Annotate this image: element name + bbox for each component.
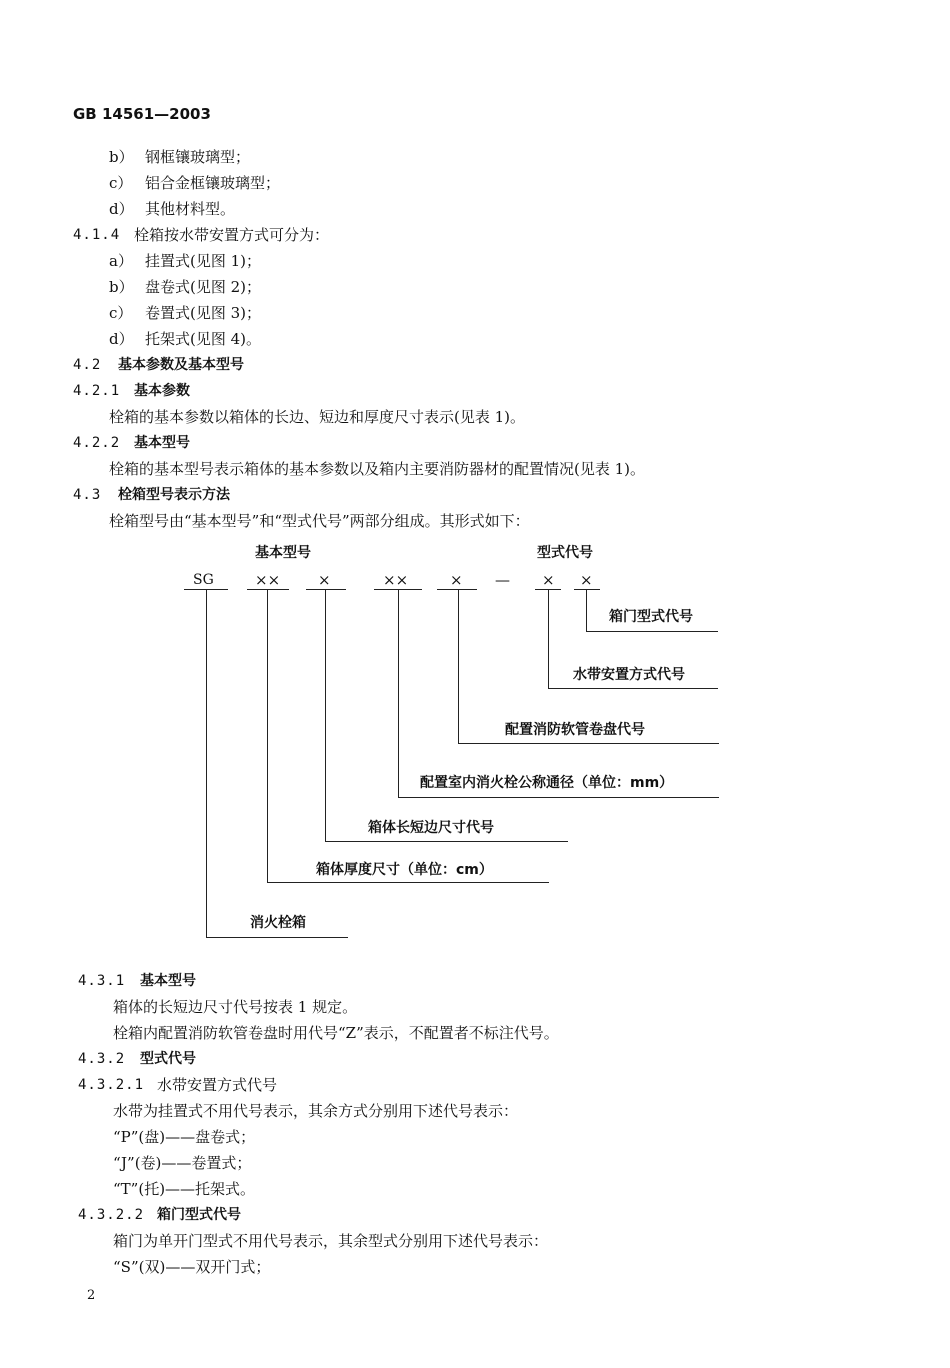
label-line — [548, 688, 718, 689]
code-underline — [306, 589, 346, 590]
document-id: GB 14561—2003 — [73, 105, 211, 123]
leader-line — [458, 589, 459, 743]
list-item-mark: b） — [109, 148, 134, 166]
code-underline — [437, 589, 477, 590]
paragraph: 栓箱内配置消防软管卷盘时用代号“Z”表示，不配置者不标注代号。 — [113, 1024, 559, 1042]
section-title: 箱门型式代号 — [157, 1207, 241, 1223]
page-number: 2 — [87, 1288, 96, 1303]
paragraph: 栓箱的基本型号表示箱体的基本参数以及箱内主要消防器材的配置情况(见表 1)。 — [109, 460, 646, 478]
label-hydrant-box: 消火栓箱 — [250, 915, 306, 931]
section-number: 4.2.2 — [73, 435, 121, 451]
list-item-mark: b） — [109, 278, 134, 296]
leader-line — [586, 589, 587, 631]
label-hydrant-diameter: 配置室内消火栓公称通径（单位：mm） — [420, 775, 674, 791]
section-text: 栓箱按水带安置方式可分为： — [134, 226, 330, 244]
code-size: × — [318, 571, 331, 589]
code-hydrant: ×× — [383, 571, 409, 589]
label-hose-reel: 配置消防软管卷盘代号 — [505, 722, 645, 738]
section-title: 型式代号 — [140, 1051, 196, 1067]
label-line — [586, 631, 718, 632]
paragraph: “S”(双)——双开门式； — [113, 1258, 271, 1276]
list-item: 铝合金框镶玻璃型； — [145, 174, 281, 192]
code-thickness: ×× — [255, 571, 281, 589]
list-item-mark: d） — [109, 330, 134, 348]
label-line — [325, 841, 568, 842]
code-reel: × — [450, 571, 463, 589]
section-number: 4.3 — [73, 487, 102, 503]
paragraph: 箱体的长短边尺寸代号按表 1 规定。 — [113, 998, 358, 1016]
list-item: 卷置式(见图 3)； — [145, 304, 262, 322]
paragraph: 栓箱的基本参数以箱体的长边、短边和厚度尺寸表示(见表 1)。 — [109, 408, 526, 426]
type-code-title: 型式代号 — [537, 545, 593, 561]
leader-line — [325, 589, 326, 841]
basic-model-title: 基本型号 — [255, 545, 311, 561]
list-item-mark: c） — [109, 304, 133, 322]
list-item: 盘卷式(见图 2)； — [145, 278, 262, 296]
section-number: 4.2 — [73, 357, 102, 373]
leader-line — [267, 589, 268, 882]
section-number: 4.3.2.1 — [78, 1077, 145, 1093]
code-underline — [247, 589, 289, 590]
section-title: 基本参数及基本型号 — [118, 357, 244, 373]
section-title: 基本型号 — [134, 435, 190, 451]
paragraph: 栓箱型号由“基本型号”和“型式代号”两部分组成。其形式如下： — [109, 512, 530, 530]
label-line — [206, 937, 348, 938]
label-line — [267, 882, 549, 883]
list-item-mark: a） — [109, 252, 133, 270]
section-number: 4.3.2.2 — [78, 1207, 145, 1223]
paragraph: “T”(托)——托架式。 — [113, 1180, 256, 1198]
section-title: 水带安置方式代号 — [157, 1076, 278, 1094]
code-door: × — [580, 571, 593, 589]
paragraph: “P”(盘)——盘卷式； — [113, 1128, 256, 1146]
code-dash: — — [495, 571, 510, 589]
label-box-size: 箱体长短边尺寸代号 — [368, 820, 494, 836]
list-item: 托架式(见图 4)。 — [145, 330, 262, 348]
code-sg: SG — [193, 572, 214, 588]
section-number: 4.2.1 — [73, 383, 121, 399]
code-hose: × — [542, 571, 555, 589]
list-item-mark: d） — [109, 200, 134, 218]
list-item: 其他材料型。 — [145, 200, 236, 218]
list-item: 挂置式(见图 1)； — [145, 252, 262, 270]
paragraph: 水带为挂置式不用代号表示，其余方式分别用下述代号表示： — [113, 1102, 519, 1120]
paragraph: “J”(卷)——卷置式； — [113, 1154, 252, 1172]
list-item: 钢框镶玻璃型； — [145, 148, 251, 166]
leader-line — [548, 589, 549, 688]
section-title: 基本参数 — [134, 383, 190, 399]
section-number: 4.3.1 — [78, 973, 126, 989]
section-number: 4.3.2 — [78, 1051, 126, 1067]
leader-line — [398, 589, 399, 797]
section-title: 基本型号 — [140, 973, 196, 989]
list-item-mark: c） — [109, 174, 133, 192]
label-door-type: 箱门型式代号 — [609, 609, 693, 625]
section-number: 4.1.4 — [73, 227, 121, 243]
label-box-thickness: 箱体厚度尺寸（单位：cm） — [316, 862, 493, 878]
section-title: 栓箱型号表示方法 — [118, 487, 230, 503]
label-line — [458, 743, 719, 744]
leader-line — [206, 589, 207, 937]
label-line — [398, 797, 719, 798]
code-underline — [574, 589, 600, 590]
label-hose-mode: 水带安置方式代号 — [573, 667, 685, 683]
paragraph: 箱门为单开门型式不用代号表示，其余型式分别用下述代号表示： — [113, 1232, 549, 1250]
